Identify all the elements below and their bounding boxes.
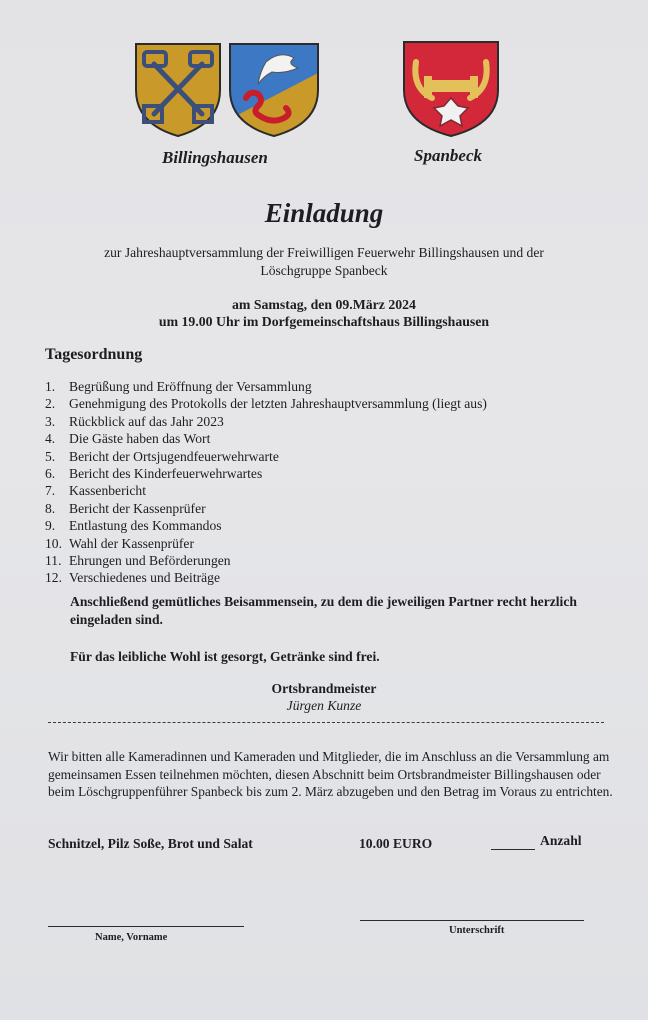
quantity-blank[interactable] <box>491 849 535 850</box>
agenda-item: 8. Bericht der Kassenprüfer <box>45 500 206 516</box>
agenda-item: 1. Begrüßung und Eröffnung der Versammlung <box>45 379 312 394</box>
quantity-label: Anzahl <box>540 833 582 848</box>
registration-note: Wir bitten alle Kameradinnen und Kameraden und Mitglieder, die im Anschluss an die Versammlung am gemeinsamen Essen teilnehmen möchten, diesen Abschnitt beim Ortsbrandmeister Billingshausen oder beim Löschgruppenführer Spanbeck bis zum 2. März abzugeben und den Betrag im Voraus zu entrichten. <box>48 749 613 799</box>
place-name-spanbeck: Spanbeck <box>414 146 482 165</box>
closing-paragraph-partners: Anschließend gemütliches Beisammensein, zu dem die jeweiligen Partner recht herzlich eingeladen sind. <box>70 594 577 627</box>
event-time-location: um 19.00 Uhr im Dorfgemeinschaftshaus Billingshausen <box>158 314 490 329</box>
intro-text: zur Jahreshauptversammlung der Freiwilligen Feuerwehr Billingshausen und der Löschgruppe Spanbeck <box>104 245 544 278</box>
agenda-item: 7. Kassenbericht <box>45 483 147 499</box>
name-caption: Name, Vorname <box>95 932 168 943</box>
agenda-item: 11. Ehrungen und Beförderungen <box>45 552 231 568</box>
meal-price: 10.00 EURO <box>359 836 433 851</box>
name-line[interactable] <box>48 926 244 927</box>
agenda-item: 6. Bericht des Kinderfeuerwehrwartes <box>45 465 263 481</box>
agenda-item: 3. Rückblick auf das Jahr 2023 <box>45 413 224 429</box>
spanbeck-crest <box>402 40 500 138</box>
document-title: Einladung <box>264 198 384 228</box>
event-date: am Samstag, den 09.März 2024 <box>232 297 416 312</box>
cut-line <box>48 722 604 723</box>
agenda-item: 12. Verschiedenes und Beiträge <box>45 570 220 586</box>
place-name-billingshausen: Billingshausen <box>162 148 268 167</box>
agenda-list <box>45 378 605 587</box>
billingshausen-keys-crest <box>134 42 222 138</box>
event-date-block <box>0 296 648 330</box>
agenda-item: 4. Die Gäste haben das Wort <box>45 431 211 447</box>
billingshausen-dove-crest <box>228 42 320 138</box>
closing-paragraph-drinks: Für das leibliche Wohl ist gesorgt, Getränke sind frei. <box>70 649 380 664</box>
agenda-item: 5. Bericht der Ortsjugendfeuerwehrwarte <box>45 448 279 464</box>
agenda-item: 10. Wahl der Kassenprüfer <box>45 535 194 551</box>
agenda-item: 2. Genehmigung des Protokolls der letzten Jahreshauptversammlung (liegt aus) <box>45 396 487 412</box>
agenda-heading: Tagesordnung <box>45 346 143 363</box>
signature-title: Ortsbrandmeister <box>271 681 377 696</box>
signature-caption: Unterschrift <box>449 925 505 936</box>
meal-item: Schnitzel, Pilz Soße, Brot und Salat <box>48 836 253 851</box>
agenda-item: 9. Entlastung des Kommandos <box>45 518 222 534</box>
signature-line[interactable] <box>360 920 584 921</box>
signature-name: Jürgen Kunze <box>286 698 362 713</box>
